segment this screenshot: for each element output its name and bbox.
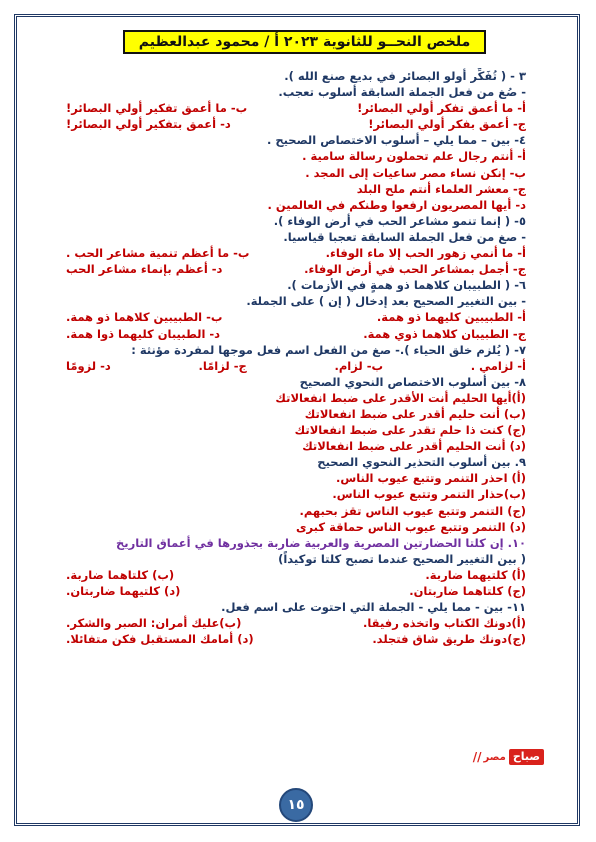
text-line [66,261,526,277]
text-line: (د) أنت الحليم أقدر على ضبط انفعالاتك [302,439,526,454]
text-line [66,116,526,132]
text-line [66,567,526,583]
answer-option: د- أعمق بتفكير أولي البصائر! [66,117,231,132]
text-line: (ج) التنمر وتتبع عيوب الناس تقز بحبهم. [299,503,526,518]
text-line: د- أيها المصريون ارفعوا وطنكم في العالمين . [267,197,526,212]
answer-option: د- الطبيبان كليهما ذوا همة. [66,326,221,341]
answer-option: (ج)دونك طريق شاق فتجلد. [372,632,526,647]
text-line: ٧- ( يُلزم خلق الحياء ).- صغ من الفعل اسم فعل موجها لمفردة مؤنثة : [131,342,526,357]
text-line: أ- أنتم رجال علم تحملون رسالة سامية . [302,149,526,164]
text-line [66,100,526,116]
answer-option: أ- ما أعمق تفكر أولي البصائر! [357,101,526,116]
exercise-content [66,68,526,647]
answer-option: أ- ما أنمي زهور الحب إلا ماء الوفاء. [325,246,526,261]
text-line: ج- معشر العلماء أنتم ملح البلد [356,181,526,196]
answer-option: أ- لزامي . [470,358,526,373]
answer-option: ج- أجمل بمشاعر الحب في أرض الوفاء. [304,262,526,277]
text-line: ب- إنكن نساء مصر ساعيات إلى المجد . [305,165,526,180]
answer-option: ج- أعمق بفكر أولي البصائر! [368,117,526,132]
text-line: ١١- بين - مما يلي - الجملة التي احتوت على اسم فعل. [221,600,526,615]
answer-option: (ج) كلتاهما ضاربتان. [409,584,526,598]
text-line: (ج) كنت ذا حلم تقدر على ضبط انفعالاتك [294,423,526,438]
text-line [66,245,526,261]
answer-option: (أ)دونك الكتاب واتخذه رفيقا. [363,616,526,631]
logo-brand: صباح [509,749,544,765]
text-line [66,358,526,374]
text-line [66,326,526,342]
text-line [66,615,526,631]
answer-option: أ- الطبيبين كليهما ذو همة. [376,310,526,325]
answer-option: (د) كلتيهما ضاربتان. [66,584,181,598]
answer-option: د- لزومًا [66,358,111,373]
answer-option: (أ) كلتيهما ضاربة. [425,567,526,582]
text-line: - صغ من فعل الجملة السابقة تعجبا قياسيا. [283,229,526,244]
text-line [66,309,526,325]
logo-mark-icon: // [472,750,482,764]
text-line: - بين التغيير الصحيح بعد إدخال ( إن ) على الجملة. [246,294,526,309]
answer-option: ب- ما أعظم تنمية مشاعر الحب . [66,246,250,261]
text-line: ٦- ( الطبيبان كلاهما ذو همةٍ في الأزمات ). [287,278,526,293]
text-line: - صُغ من فعل الجملة السابقة أسلوب تعجب. [278,85,526,100]
answer-option: (د) أمامك المستقبل فكن متفائلا. [66,632,254,647]
text-line: (أ)أيها الحليم أنت الأقدر على ضبط انفعالاتك [275,390,526,405]
text-line: ٣ - ( تُفَكِّر أولو البصائر في بديع صنع الله ). [284,69,526,83]
text-line: ٩. بين أسلوب التحذير النحوي الصحيح [317,455,526,470]
text-line [66,631,526,647]
text-line: ٨- بين أسلوب الاختصاص النحوي الصحيح [299,374,526,389]
answer-option: ج- لزامًا. [198,358,247,373]
page-number: ١٥ [279,788,313,822]
answer-option: ب- لزام. [334,358,384,373]
answer-option: ج- الطبيبان كلاهما ذوي همة. [363,326,526,341]
text-line: ١٠. إن كلتا الحضارتين المصرية والعربية ضاربة بجذورها في أعماق التاريخ [116,535,526,550]
answer-option: (ب) كلتاهما ضاربة. [66,567,175,582]
text-line: ٥- ( إنما تنمو مشاعر الحب في أرض الوفاء ). [273,213,526,228]
answer-option: د- أعظم بإنماء مشاعر الحب [66,262,223,277]
text-line: (ب) أنت حليم أقدر على ضبط انفعالاتك [304,406,526,421]
answer-option: ب- ما أعمق تفكير أولي البصائر! [66,101,248,116]
text-line: (ب)حذار التنمر وتتبع عيوب الناس. [332,487,526,502]
text-line: (د) التنمر وتتبع عيوب الناس حماقة كبرى [295,519,526,534]
answer-option: ب- الطبيبين كلاهما ذو همة. [66,310,223,325]
page-title: ملخص النحــو للثانوية ٢٠٢٣ أ / محمود عبدالعظيم [123,30,486,54]
sada-masr-logo [472,748,544,766]
text-line: ( بين التغيير الصحيح عندما تصبح كلتا توكيداً) [278,551,526,566]
text-line: ٤- بين – مما يلي – أسلوب الاختصاص الصحيح . [266,133,526,148]
logo-country: مصر [483,751,506,763]
text-line: (أ) احذر التنمر وتتبع عيوب الناس. [335,471,526,486]
text-line [66,583,526,599]
answer-option: (ب)عليك أمران: الصبر والشكر. [66,616,242,631]
